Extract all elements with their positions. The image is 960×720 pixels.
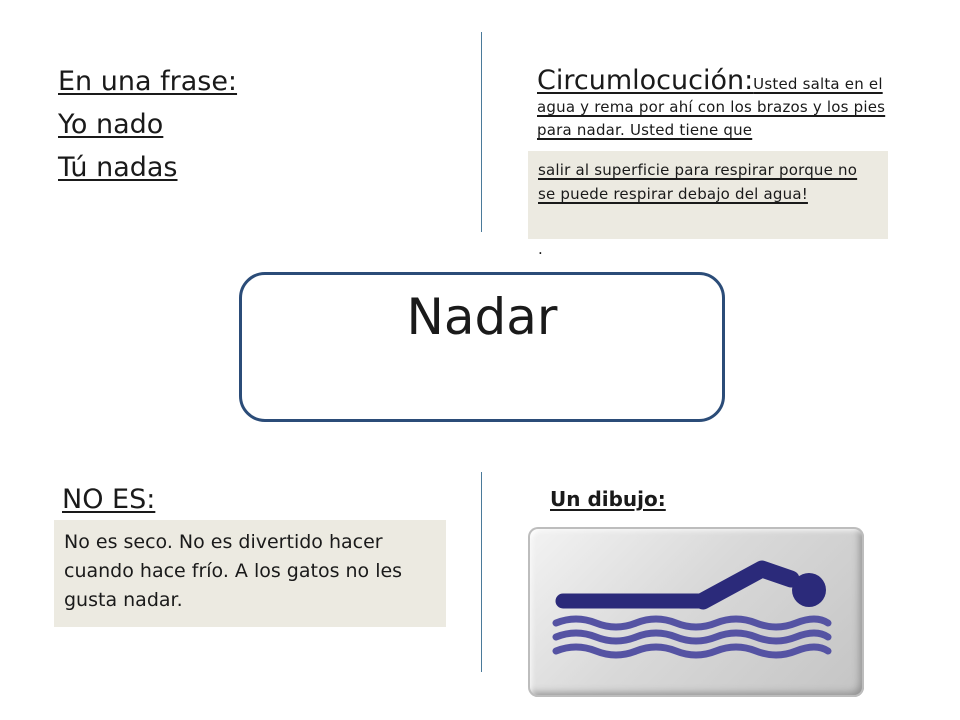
circumlocution-box: [528, 151, 888, 239]
circumlocution-title: Circumlocución:: [537, 65, 754, 96]
frase-line-1: Yo nado: [58, 109, 164, 140]
bottom-divider: [481, 472, 482, 672]
top-divider: [481, 32, 482, 232]
swimmer-picture: [528, 527, 864, 697]
swimmer-icon: [528, 527, 864, 697]
no-es-text: No es seco. No es divertido hacer cuando hace frío. A los gatos no les gusta nadar.: [64, 531, 403, 611]
circumlocution-boxed-text: salir al superficie para respirar porque no se puede respirar debajo del agua!: [538, 161, 858, 203]
frase-line-2: Tú nadas: [58, 152, 178, 183]
circumlocution-text: Usted salta en el agua y rema por ahí con los brazos y los pies para nadar. Usted tiene que: [537, 75, 886, 139]
circumlocution-trailing: .: [538, 240, 543, 258]
circumlocution-section: [537, 66, 887, 142]
dibujo-title: Un dibujo:: [550, 487, 666, 511]
no-es-box: [54, 520, 446, 627]
no-es-title: NO ES:: [62, 484, 156, 515]
center-word: Nadar: [406, 288, 558, 346]
frase-title: En una frase:: [58, 66, 238, 97]
center-word-box: [239, 272, 725, 422]
frase-section: [58, 60, 237, 189]
